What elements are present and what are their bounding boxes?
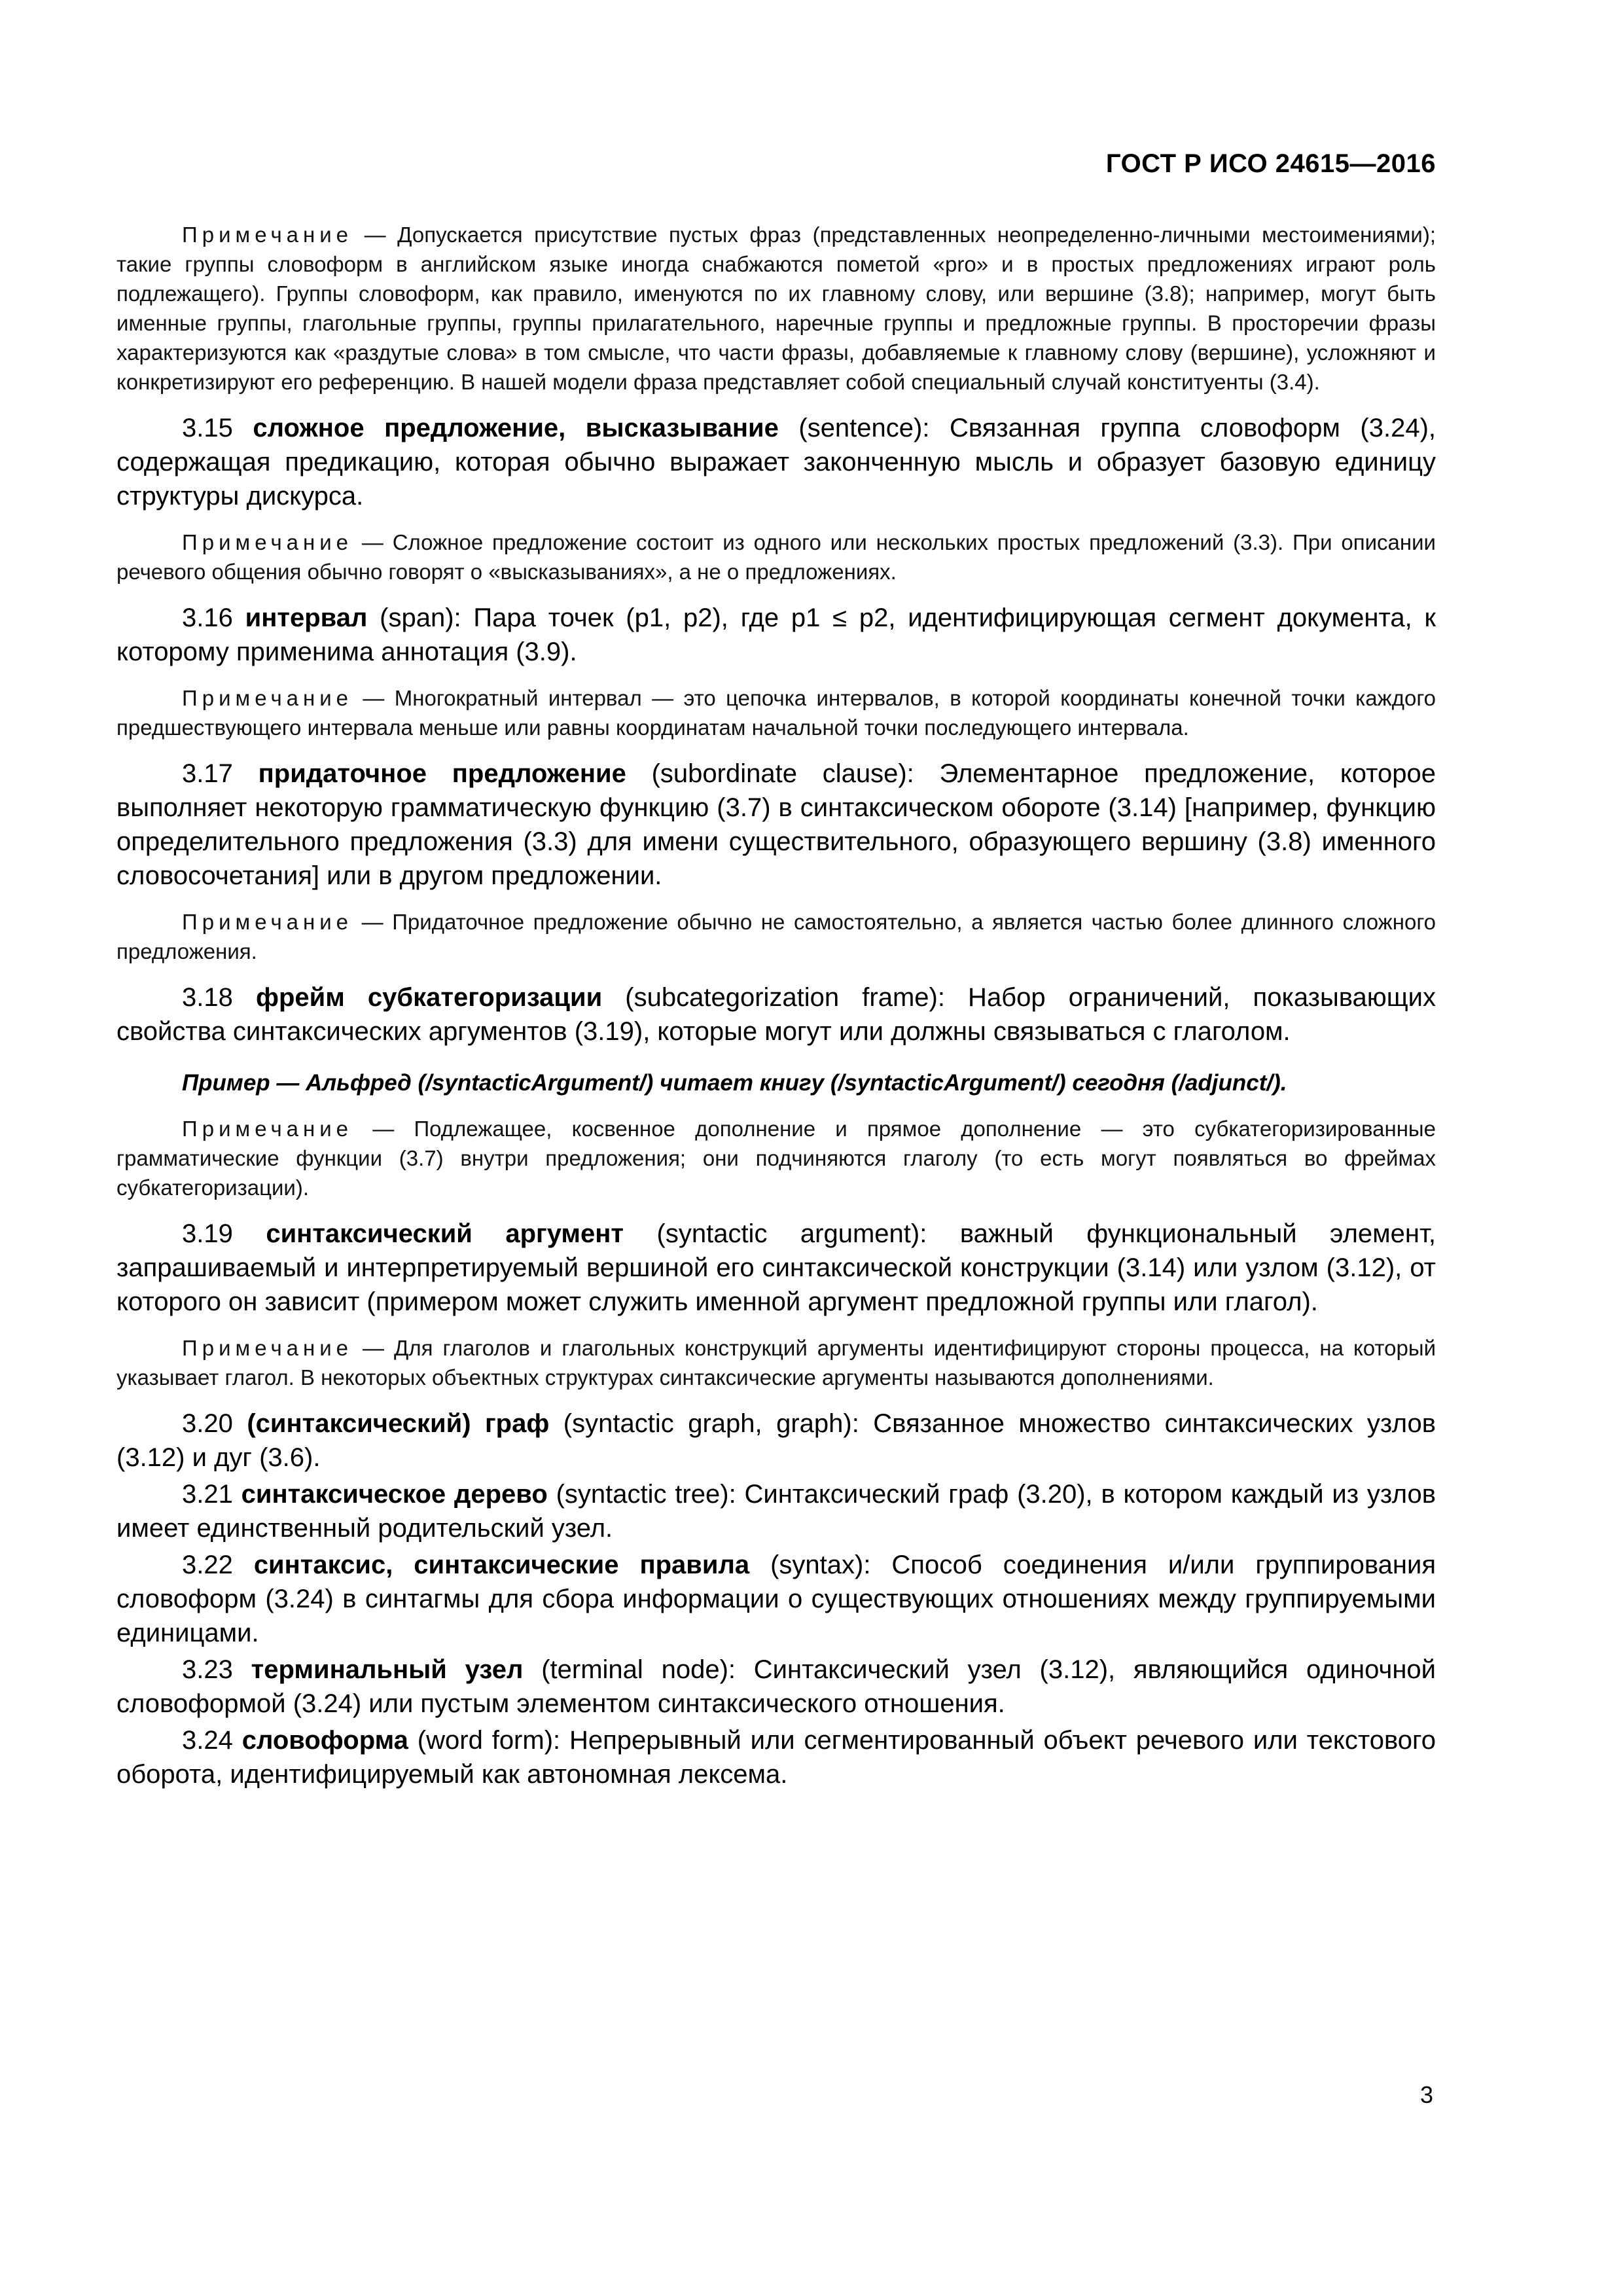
term-text: (word form): Непрерывный или сегментированный объект речевого или текстового оборота, идентифицируемый как автономная лексема.	[116, 1726, 1436, 1789]
note-paragraph	[116, 907, 1436, 966]
term-definition	[116, 757, 1436, 893]
note-text: — Сложное предложение состоит из одного или нескольких простых предложений (3.3). При описании речевого общения обычно говорят о «высказываниях», а не о предложениях.	[116, 530, 1436, 584]
note-label: Примечание	[182, 530, 353, 554]
term-number: 3.18	[182, 983, 256, 1012]
term-definition	[116, 1477, 1436, 1545]
term-title: фрейм субкатегоризации	[255, 983, 603, 1012]
term-text: (sentence): Связанная группа словоформ (3.24), содержащая предикацию, которая обычно выражает законченную мысль и образует базовую единицу структуры дискурса.	[116, 414, 1436, 511]
term-number: 3.16	[182, 603, 245, 632]
note-text: — Подлежащее, косвенное дополнение и прямое дополнение — это субкатегоризированные грамматические функции (3.7) внутри предложения; они подчиняются глаголу (то есть могут появляться во фреймах субкатегоризации).	[116, 1117, 1436, 1200]
term-title: терминальный узел	[251, 1655, 524, 1684]
term-number: 3.23	[182, 1655, 251, 1684]
term-text: (syntactic argument): важный функциональный элемент, запрашиваемый и интерпретируемый вершиной его синтаксической конструкции (3.14) или узлом (3.12), от которого он зависит (примером может служить именной аргумент предложной группы или глагол).	[116, 1219, 1436, 1316]
note-paragraph	[116, 528, 1436, 586]
term-definition	[116, 980, 1436, 1049]
note-label: Примечание	[182, 223, 353, 247]
term-number: 3.17	[182, 759, 259, 788]
term-text: (terminal node): Синтаксический узел (3.12), являющийся одиночной словоформой (3.24) или пустым элементом синтаксического отношения.	[116, 1655, 1436, 1718]
term-definition	[116, 1653, 1436, 1721]
term-number: 3.24	[182, 1726, 242, 1755]
note-text: — Многократный интервал — это цепочка интервалов, в которой координаты конечной точки каждого предшествующего интервала меньше или равны координатам начальной точки последующего интервала.	[116, 686, 1436, 740]
term-title: синтаксический аргумент	[266, 1219, 624, 1248]
term-text: (syntactic tree): Синтаксический граф (3.20), в котором каждый из узлов имеет единственный родительский узел.	[116, 1480, 1436, 1543]
note-label: Примечание	[182, 686, 353, 710]
term-number: 3.21	[182, 1480, 241, 1509]
term-title: сложное предложение, высказывание	[253, 414, 779, 442]
term-text: (syntax): Способ соединения и/или группирования словоформ (3.24) в синтагмы для сбора информации о существующих отношениях между группируемыми единицами.	[116, 1551, 1436, 1647]
term-definition	[116, 1217, 1436, 1319]
term-text: (subcategorization frame): Набор ограничений, показывающих свойства синтаксических аргументов (3.19), которые могут или должны связываться с глаголом.	[116, 983, 1436, 1046]
term-title: синтаксическое дерево	[241, 1480, 548, 1509]
note-label: Примечание	[182, 910, 353, 934]
term-title: (синтаксический) граф	[247, 1409, 550, 1438]
page-number: 3	[1419, 2081, 1433, 2108]
note-paragraph	[116, 683, 1436, 742]
note-text: — Придаточное предложение обычно не самостоятельно, а является частью более длинного сложного предложения.	[116, 910, 1436, 963]
term-title: синтаксис, синтаксические правила	[253, 1551, 750, 1579]
term-title: интервал	[245, 603, 368, 632]
term-number: 3.19	[182, 1219, 266, 1248]
example-paragraph: Пример — Альфред (/syntacticArgument/) читает книгу (/syntacticArgument/) сегодня (/adjunct/).	[182, 1070, 1287, 1096]
term-definition	[116, 1407, 1436, 1475]
term-number: 3.15	[182, 414, 253, 442]
note-text: — Допускается присутствие пустых фраз (представленных неопределенно-личными местоимениями); такие группы словоформ в английском языке иногда снабжаются пометой «pro» и в простых предложениях играют роль подлежащего). Группы словоформ, как правило, именуются по их главному слову, или вершине (3.8); например, могут быть именные группы, глагольные группы, группы прилагательного, наречные группы и предложные группы. В просторечии фразы характеризуются как «раздутые слова» в том смысле, что части фразы, добавляемые к главному слову (вершине), усложняют и конкретизируют его референцию. В нашей модели фраза представляет собой специальный случай конституенты (3.4).	[116, 223, 1436, 394]
term-number: 3.20	[182, 1409, 247, 1438]
document-body	[116, 220, 1436, 1794]
term-definition	[116, 1548, 1436, 1650]
note-label: Примечание	[182, 1336, 353, 1360]
term-number: 3.22	[182, 1551, 254, 1579]
term-title: словоформа	[241, 1726, 408, 1755]
standard-header: ГОСТ Р ИСО 24615—2016	[1105, 149, 1436, 178]
term-text: (span): Пара точек (p1, p2), где p1 ≤ p2, идентифицирующая сегмент документа, к которому применима аннотация (3.9).	[116, 603, 1436, 666]
note-text: — Для глаголов и глагольных конструкций аргументы идентифицируют стороны процесса, на который указывает глагол. В некоторых объектных структурах синтаксические аргументы называются дополнениями.	[116, 1336, 1436, 1390]
term-title: придаточное предложение	[258, 759, 626, 788]
note-paragraph	[116, 1114, 1436, 1202]
term-definition	[116, 601, 1436, 669]
note-label: Примечание	[182, 1117, 353, 1141]
term-definition	[116, 411, 1436, 513]
note-paragraph	[116, 1333, 1436, 1392]
term-text: (subordinate clause): Элементарное предложение, которое выполняет некоторую грамматическую функцию (3.7) в синтаксическом обороте (3.14) [например, функцию определительного предложения (3.3) для имени существительного, образующего вершину (3.8) именного словосочетания] или в другом предложении.	[116, 759, 1436, 890]
term-text: (syntactic graph, graph): Связанное множество синтаксических узлов (3.12) и дуг (3.6).	[116, 1409, 1436, 1472]
note-paragraph	[116, 220, 1436, 397]
term-definition	[116, 1723, 1436, 1791]
